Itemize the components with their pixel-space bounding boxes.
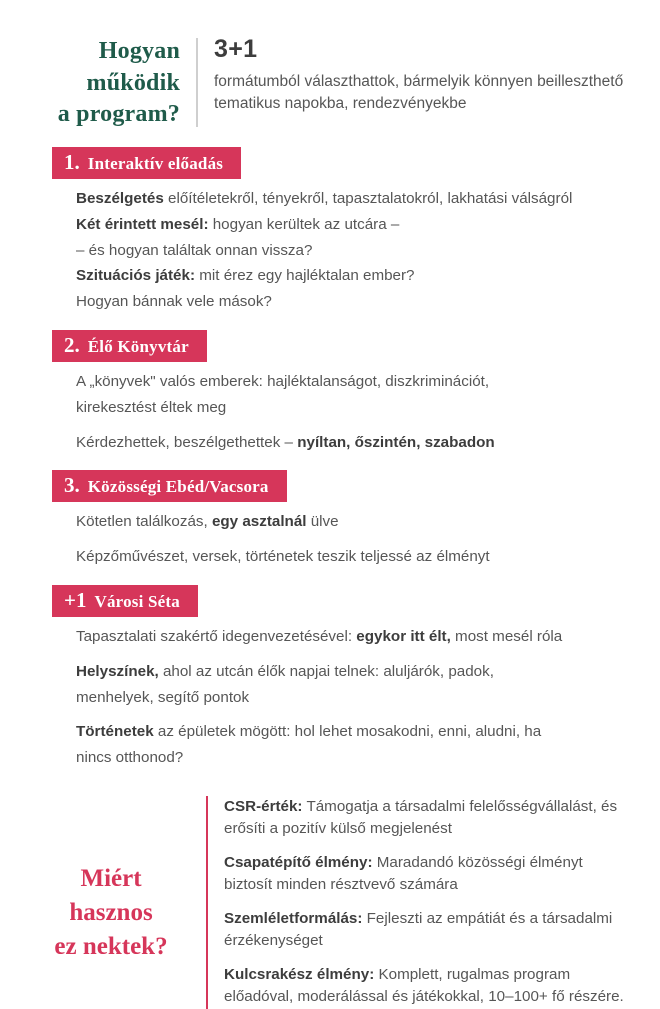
line-rest: – és hogyan találtak onnan vissza? bbox=[76, 241, 313, 259]
why-item-lead: Kulcsrakész élmény: bbox=[224, 965, 375, 983]
section-banner bbox=[52, 330, 207, 362]
line-rest: hogyan kerültek az utcára – bbox=[208, 215, 400, 233]
line-lead: Helyszínek, bbox=[76, 662, 159, 680]
header-content bbox=[198, 36, 630, 115]
why-item-rest: Támogatja a társadalmi felelősségvállalást, és erősíti a pozitív külső megjelenést bbox=[224, 797, 618, 838]
line-rest: Képzőművészet, versek, történetek teszik teljessé az élményt bbox=[76, 548, 490, 566]
why-title bbox=[30, 796, 206, 964]
line-lead: Beszélgetés bbox=[76, 190, 164, 208]
why-item-rest: Maradandó közösségi élményt biztosít minden résztvevő számára bbox=[224, 853, 583, 894]
section-title: Élő Könyvtár bbox=[87, 337, 189, 356]
section-line bbox=[76, 626, 630, 649]
line-rest: menhelyek, segítő pontok bbox=[76, 688, 250, 706]
section-title: Interaktív előadás bbox=[87, 154, 224, 174]
why-item-rest: Komplett, rugalmas program előadóval, moderálással és játékokkal, 10–100+ fő részére. bbox=[224, 965, 624, 1006]
why-item-lead: CSR-érték: bbox=[224, 797, 303, 815]
section-banner bbox=[52, 585, 198, 617]
header-title-line-2: működik bbox=[86, 69, 180, 96]
why-item-lead: Szemléletformálás: bbox=[224, 909, 363, 927]
why-title-line-2: hasznos bbox=[69, 898, 153, 926]
header-block bbox=[44, 36, 630, 131]
why-item bbox=[224, 852, 630, 897]
section-line bbox=[76, 240, 630, 263]
header-title-line-1: Hogyan bbox=[98, 38, 180, 64]
section-banner bbox=[52, 147, 241, 179]
header-format-count: 3+1 bbox=[214, 35, 258, 63]
header-title bbox=[44, 36, 196, 131]
section-number: 3. bbox=[64, 473, 80, 498]
line-mid-bold: egykor itt élt, bbox=[356, 627, 451, 645]
section-body bbox=[76, 188, 630, 314]
section-elo-konyvtar bbox=[30, 330, 630, 454]
line-tail-bold: nyíltan, őszintén, szabadon bbox=[297, 433, 495, 451]
section-body bbox=[76, 626, 630, 770]
why-item-rest: Fejleszti az empátiát és a társadalmi érzékenységet bbox=[224, 909, 613, 950]
line-lead: Szituációs játék: bbox=[76, 267, 196, 285]
section-line bbox=[76, 511, 630, 534]
line-rest: az épületek mögött: hol lehet mosakodni, enni, aludni, ha bbox=[153, 723, 542, 741]
header-description: formátumból választhattok, bármelyik könnyen beilleszthető tematikus napokba, rendezvényekbe bbox=[214, 72, 624, 112]
line-mid-bold: egy asztalnál bbox=[211, 513, 307, 531]
section-title: Közösségi Ebéd/Vacsora bbox=[87, 477, 269, 497]
section-line bbox=[76, 687, 630, 710]
line-rest: Kötetlen találkozás, bbox=[76, 513, 212, 531]
line-rest: kirekesztést éltek meg bbox=[76, 398, 227, 416]
line-rest: Tapasztalati szakértő idegenvezetésével: bbox=[76, 627, 357, 645]
line-rest: mit érez egy hajléktalan ember? bbox=[195, 267, 415, 285]
why-item bbox=[224, 908, 630, 953]
section-line bbox=[76, 661, 630, 684]
section-line bbox=[76, 546, 630, 569]
line-rest: ahol az utcán élők napjai telnek: aluljárók, padok, bbox=[158, 662, 494, 680]
why-item-lead: Csapatépítő élmény: bbox=[224, 853, 373, 871]
section-body bbox=[76, 511, 630, 569]
line-lead: Történetek bbox=[76, 723, 154, 741]
section-body bbox=[76, 371, 630, 454]
line-rest: Kérdezhettek, beszélgethettek – bbox=[76, 433, 298, 451]
section-number: 1. bbox=[64, 150, 80, 175]
section-interaktiv-eloadas bbox=[30, 147, 630, 314]
section-line bbox=[76, 397, 630, 420]
section-line bbox=[76, 265, 630, 288]
why-title-line-1: Miért bbox=[80, 864, 142, 892]
line-rest: előítéletekről, tényekről, tapasztalatokról, lakhatási válságról bbox=[163, 190, 573, 208]
line-rest: nincs otthonod? bbox=[76, 749, 184, 767]
why-useful-block bbox=[30, 796, 630, 1009]
section-line bbox=[76, 291, 630, 314]
section-title: Városi Séta bbox=[94, 591, 180, 611]
section-banner bbox=[52, 470, 287, 502]
line-lead: Két érintett mesél: bbox=[76, 215, 209, 233]
line-after: most mesél róla bbox=[450, 627, 563, 645]
header-title-line-3: a program? bbox=[57, 101, 180, 128]
section-line bbox=[76, 371, 630, 394]
section-kozossegi-ebed-vacsora bbox=[30, 470, 630, 569]
section-number: 2. bbox=[64, 333, 80, 357]
line-rest: A „könyvek" valós emberek: hajléktalanságot, diszkriminációt, bbox=[76, 373, 490, 390]
section-line bbox=[76, 747, 630, 770]
why-item bbox=[224, 964, 630, 1009]
section-line bbox=[76, 188, 630, 211]
section-line bbox=[76, 721, 630, 744]
section-line bbox=[76, 214, 630, 237]
line-after: ülve bbox=[306, 513, 339, 531]
line-rest: Hogyan bánnak vele mások? bbox=[76, 293, 272, 311]
why-item bbox=[224, 796, 630, 841]
why-title-line-3: ez nektek? bbox=[54, 932, 168, 960]
section-line bbox=[76, 432, 630, 455]
section-number: +1 bbox=[64, 587, 87, 612]
section-varosi-seta bbox=[30, 585, 630, 770]
why-items bbox=[208, 796, 630, 1009]
